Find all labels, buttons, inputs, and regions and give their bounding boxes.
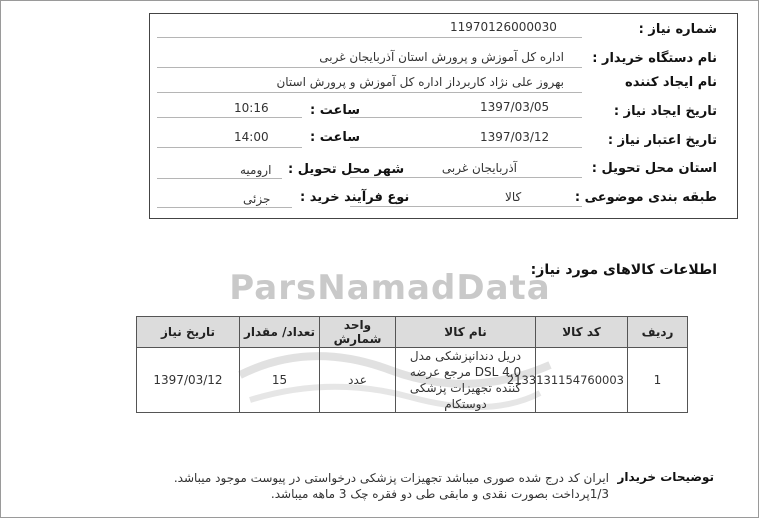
process-field bbox=[157, 207, 292, 208]
buyer-notes bbox=[169, 470, 609, 502]
col-unit-header: واحد شمارش bbox=[320, 317, 396, 348]
process-label: نوع فرآیند خرید : bbox=[300, 190, 410, 205]
need-number-field bbox=[157, 37, 582, 38]
province-field bbox=[350, 177, 582, 178]
province-value: آذربایجان غربی bbox=[441, 161, 517, 175]
category-label: طبقه بندی موضوعی : bbox=[574, 190, 717, 205]
valid-date-field bbox=[350, 147, 582, 148]
cell-row: 1 bbox=[628, 348, 688, 413]
created-time-value: 10:16 bbox=[234, 101, 269, 115]
creator-field bbox=[157, 92, 582, 93]
items-table bbox=[136, 316, 688, 413]
category-field bbox=[350, 206, 582, 207]
city-value: ارومیه bbox=[240, 163, 272, 177]
created-date-label: تاریخ ایجاد نیاز : bbox=[613, 104, 717, 119]
need-number-label: شماره نیاز : bbox=[638, 22, 717, 37]
creator-label: نام ایجاد کننده bbox=[625, 75, 717, 90]
col-name-header: نام کالا bbox=[396, 317, 536, 348]
buyer-org-value: اداره کل آموزش و پرورش استان آذربایجان غربی bbox=[319, 50, 564, 64]
col-qty-header: تعداد/ مقدار bbox=[240, 317, 320, 348]
buyer-org-label: نام دستگاه خریدار : bbox=[592, 51, 717, 66]
buyer-notes-label: توضیحات خریدار bbox=[617, 470, 714, 484]
created-time-label: ساعت : bbox=[310, 103, 361, 118]
cell-qty: 15 bbox=[240, 348, 320, 413]
cell-name: دریل دندانپزشکی مدل DSL 4.0 مرجع عرضه کننده تجهیزات پزشکی دوستکام bbox=[396, 348, 536, 413]
valid-time-value: 14:00 bbox=[234, 130, 269, 144]
process-value: جزئی bbox=[243, 192, 271, 206]
col-date-header: تاریخ نیاز bbox=[137, 317, 240, 348]
table-row bbox=[137, 348, 688, 413]
category-value: کالا bbox=[505, 190, 522, 204]
valid-time-label: ساعت : bbox=[310, 130, 361, 145]
province-label: استان محل تحویل : bbox=[591, 161, 717, 176]
created-date-field bbox=[350, 117, 582, 118]
watermark-text: ParsNamadData bbox=[229, 268, 551, 308]
cell-code: 2133131154760003 bbox=[536, 348, 628, 413]
city-label: شهر محل تحویل : bbox=[288, 162, 405, 177]
need-number-value: 11970126000030 bbox=[450, 20, 557, 34]
col-row-header: ردیف bbox=[628, 317, 688, 348]
cell-unit: عدد bbox=[320, 348, 396, 413]
valid-time-field bbox=[157, 147, 302, 148]
created-date-value: 1397/03/05 bbox=[480, 100, 550, 114]
valid-date-value: 1397/03/12 bbox=[480, 130, 550, 144]
buyer-notes-line-1: ایران کد درج شده صوری میباشد تجهیزات پزشکی درخواستی در پیوست موجود میباشد. bbox=[173, 471, 609, 485]
creator-value: بهروز علی نژاد کاربرداز اداره کل آموزش و پرورش استان bbox=[276, 75, 564, 89]
items-table-header bbox=[137, 317, 688, 348]
created-time-field bbox=[157, 117, 302, 118]
items-section-title: اطلاعات کالاهای مورد نیاز: bbox=[530, 262, 717, 278]
buyer-notes-line-2: 1/3پرداخت بصورت نقدی و مابقی طی دو فقره چک 3 ماهه میباشد. bbox=[270, 487, 609, 501]
cell-date: 1397/03/12 bbox=[137, 348, 240, 413]
city-field bbox=[157, 178, 282, 179]
buyer-org-field bbox=[157, 67, 582, 68]
valid-date-label: تاریخ اعتبار نیاز : bbox=[607, 133, 717, 148]
col-code-header: کد کالا bbox=[536, 317, 628, 348]
